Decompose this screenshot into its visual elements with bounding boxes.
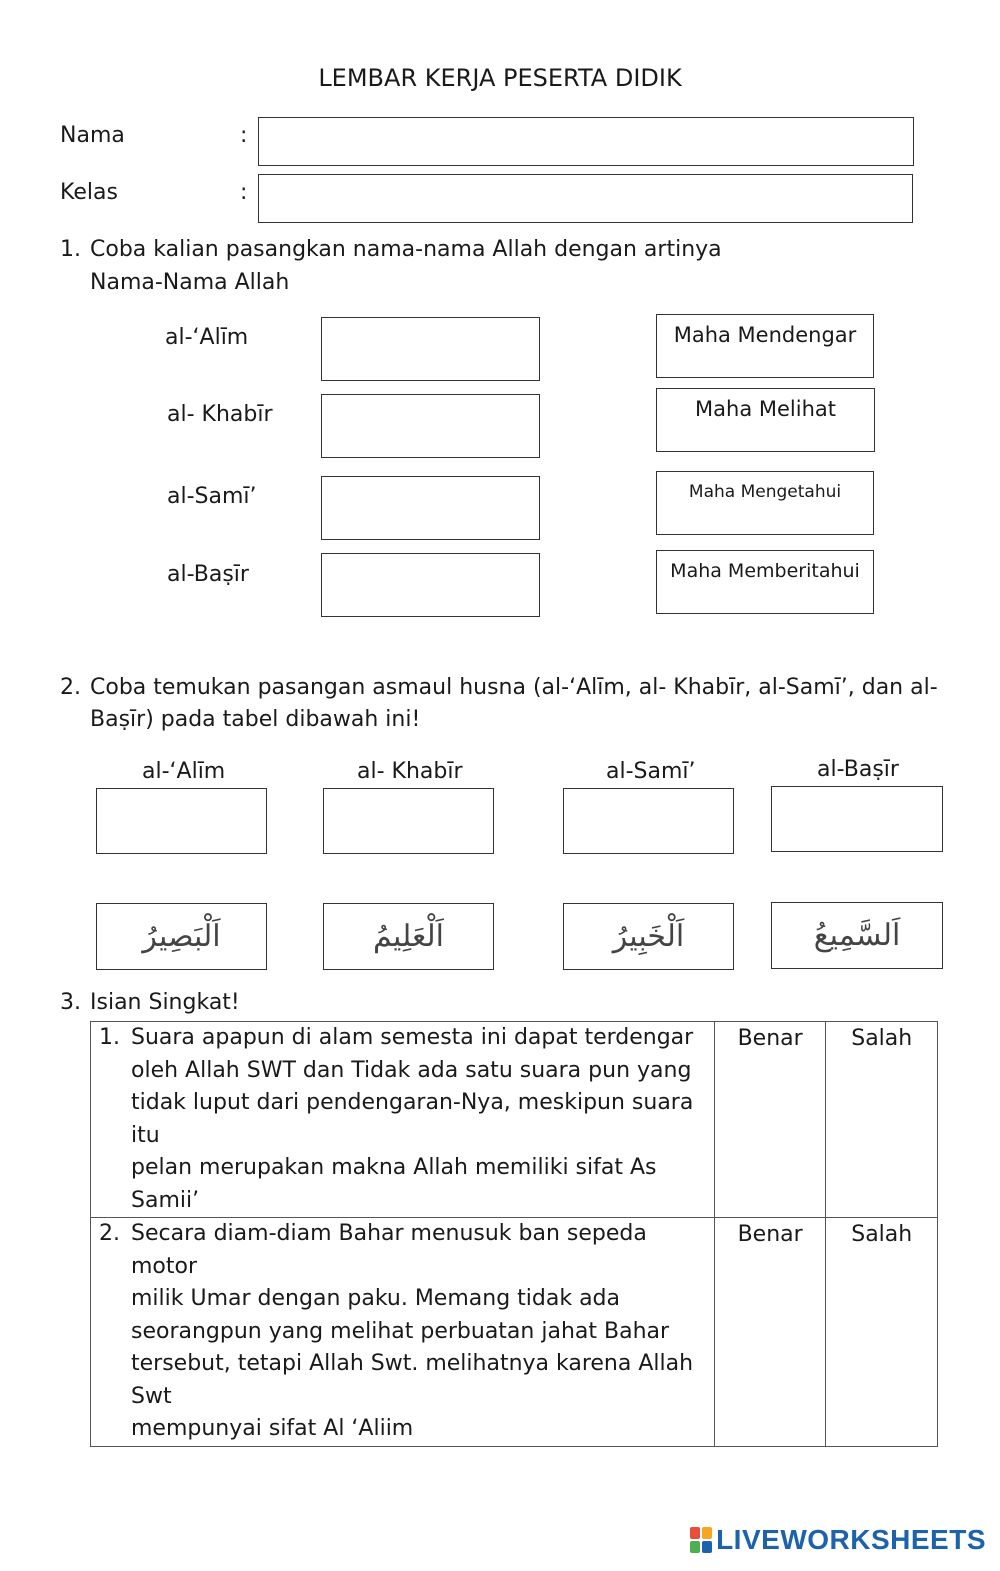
q1-name-basir: al-Baṣīr [167,562,249,587]
q3-statement-1-number: 1. [99,1025,120,1050]
q2-drop-box-1[interactable] [96,788,267,854]
q3-statement-1-line: tidak luput dari pendengaran-Nya, meskipun suara itu [131,1090,694,1148]
q3-row-2 [91,1218,938,1447]
q2-drop-box-4[interactable] [771,786,943,852]
name-label: Nama [60,123,125,148]
q1-answer-box-2[interactable] [321,394,540,458]
q1-subtitle: Nama-Nama Allah [90,270,290,295]
liveworksheets-brand: LIVEWORKSHEETS [716,1524,986,1555]
q1-name-alim: al-‘Alīm [165,325,249,350]
q2-instruction-line2: Baṣīr) pada tabel dibawah ini! [90,707,421,732]
q3-statement-2-line: seorangpun yang melihat perbuatan jahat Bahar [131,1318,670,1344]
q2-arabic-albasir[interactable]: اَلْبَصِيرُ [96,903,267,970]
q1-meaning-1[interactable]: Maha Mendengar [656,314,874,378]
q2-label-khabir: al- Khabīr [357,759,463,784]
q3-row-1 [91,1022,938,1218]
q2-drop-box-2[interactable] [323,788,494,854]
q2-label-alim: al-‘Alīm [142,759,226,784]
q3-1-benar-option[interactable]: Benar [714,1022,826,1218]
q3-statement-2-line: tersebut, tetapi Allah Swt. melihatnya karena Allah Swt [131,1351,694,1409]
q3-statement-2-line: Secara diam-diam Bahar menusuk ban sepeda motor [131,1221,647,1279]
q3-number: 3. [60,990,81,1015]
q3-2-salah-option[interactable]: Salah [826,1218,938,1447]
class-field[interactable] [258,174,913,223]
q3-statement-2-line: milik Umar dengan paku. Memang tidak ada [131,1286,620,1311]
name-colon: : [240,123,248,148]
q2-label-sami: al-Samī’ [606,759,696,784]
q3-1-salah-option[interactable]: Salah [826,1022,938,1218]
q3-statement-1-line: oleh Allah SWT dan Tidak ada satu suara pun yang [131,1057,692,1083]
q2-number: 2. [60,675,81,700]
q2-arabic-alalim[interactable]: اَلْعَلِيمُ [323,903,494,970]
q2-drop-box-3[interactable] [563,788,734,854]
q1-meaning-2[interactable]: Maha Melihat [656,388,875,452]
q1-instruction: Coba kalian pasangkan nama-nama Allah dengan artinya [90,237,722,262]
q1-name-khabir: al- Khabīr [167,402,273,427]
q3-instruction: Isian Singkat! [90,990,240,1015]
q2-instruction-line1: Coba temukan pasangan asmaul husna (al-‘Alīm, al- Khabīr, al-Samī’, dan al- [90,675,938,700]
q3-statement-1-line: pelan merupakan makna Allah memiliki sifat As Samii’ [131,1155,657,1213]
class-label: Kelas [60,180,118,205]
q3-statement-2 [91,1218,715,1447]
liveworksheets-logo-icon [690,1527,712,1553]
q2-arabic-alkhabir[interactable]: اَلْخَبِيرُ [563,903,734,970]
q3-statement-2-line: mempunyai sifat Al ‘Aliim [131,1416,414,1441]
q1-answer-box-3[interactable] [321,476,540,540]
q1-answer-box-1[interactable] [321,317,540,381]
class-colon: : [240,180,248,205]
q2-label-basir: al-Baṣīr [817,757,899,782]
q1-answer-box-4[interactable] [321,553,540,617]
q3-statement-2-number: 2. [99,1221,120,1246]
q3-2-benar-option[interactable]: Benar [714,1218,826,1447]
q1-meaning-3[interactable]: Maha Mengetahui [656,471,874,535]
q1-number: 1. [60,237,81,262]
q1-name-sami: al-Samī’ [167,484,257,509]
name-field[interactable] [258,117,914,166]
q3-statement-1 [91,1022,715,1218]
q1-meaning-4[interactable]: Maha Memberitahui [656,550,874,614]
q2-arabic-assami[interactable]: اَلسَّمِيعُ [771,902,943,969]
q3-statement-1-line: Suara apapun di alam semesta ini dapat terdengar [131,1025,694,1050]
q3-table [90,1021,938,1447]
liveworksheets-logo [690,1524,986,1556]
page-title: LEMBAR KERJA PESERTA DIDIK [318,64,682,92]
